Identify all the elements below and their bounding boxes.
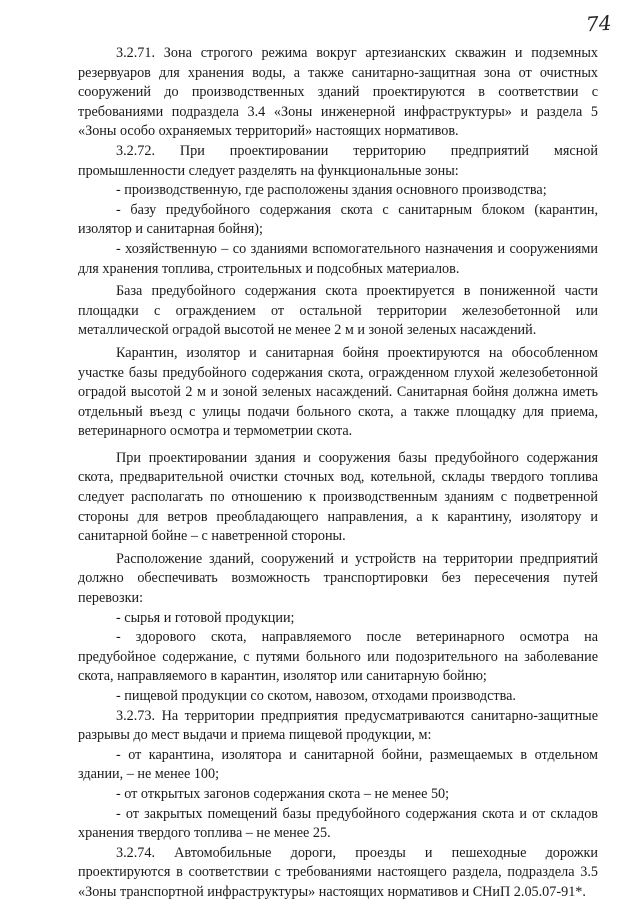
list-item: - пищевой продукции со скотом, навозом, отходами производства. — [116, 688, 516, 704]
list-item: - производственную, где расположены здания основного производства; — [116, 182, 547, 199]
paragraph-3-2-72: 3.2.72. При проектировании территорию предприятий мясной промышленности следует разделять на функциональные зоны: — [78, 142, 598, 179]
paragraph-design-placement: При проектировании здания и сооружения базы предубойного содержания скота, предварительной очистки сточных вод, котельной, склады твердого топлива следует располагать по отношению к производственным зданиям с подветренной стороны для ветров преобладающего направления, а к карантину, изолятору и санитарной бойне – с наветренной стороны. — [78, 449, 598, 545]
paragraph-base-preslaughter: База предубойного содержания скота проектируется в пониженной части площадки с ограждением от остальной территории железобетонной или металлической оградой высотой не менее 2 м и зоной зеленых насаждений. — [78, 283, 598, 339]
list-item: - от карантина, изолятора и санитарной бойни, размещаемых в отдельном здании, – не менее 100; — [78, 746, 598, 783]
list-item: - сырья и готовой продукции; — [116, 609, 295, 626]
page-number: 74 — [585, 10, 613, 37]
document-body — [78, 44, 598, 903]
list-item: - хозяйственную – со зданиями вспомогательного назначения и сооружениями для хранения топлива, строительных и подсобных материалов. — [78, 240, 598, 277]
paragraph-3-2-71: 3.2.71. Зона строгого режима вокруг артезианских скважин и подземных резервуаров для хранения воды, а также санитарно-защитная зона от очистных сооружений до производственных зданий проектируются в соответствии с требованиями подраздела 3.4 «Зоны инженерной инфраструктуры» и раздела 5 «Зоны особо охраняемых территорий» настоящих нормативов. — [78, 45, 598, 140]
list-item: - от открытых загонов содержания скота – не менее 50; — [116, 785, 450, 802]
paragraph-quarantine: Карантин, изолятор и санитарная бойня проектируются на обособленном участке базы предубойного содержания скота, огражденном глухой железобетонной оградой высотой 2 м и зоной зеленых насаждений. Санитарная бойня должна иметь отдельный въезд с улицы подачи больного скота, а также площадку для приема, ветеринарного осмотра и термометрии скота. — [78, 344, 598, 440]
list-item: - базу предубойного содержания скота с санитарным блоком (карантин, изолятор и санитарная бойня); — [78, 201, 598, 238]
list-item: - здорового скота, направляемого после ветеринарного осмотра на предубойное содержание, с путями больного или подозрительного на заболевание скота, направляемого в карантин, изолятор или санитарную бойню; — [78, 629, 598, 685]
list-item: - от закрытых помещений базы предубойного содержания скота и от складов хранения твердого топлива – не менее 25. — [78, 805, 598, 842]
paragraph-transport-layout: Расположение зданий, сооружений и устройств на территории предприятий должно обеспечивать возможность транспортировки без пересечения путей перевозки: — [78, 550, 598, 607]
paragraph-3-2-73: 3.2.73. На территории предприятия предусматриваются санитарно-защитные разрывы до мест выдачи и приема пищевой продукции, м: — [78, 707, 598, 744]
paragraph-3-2-74: 3.2.74. Автомобильные дороги, проезды и пешеходные дорожки проектируются в соответствии с требованиями настоящего раздела, подраздела 3.5 «Зоны транспортной инфраструктуры» настоящих нормативов и СНиП 2.05.07-91*. — [78, 844, 598, 900]
